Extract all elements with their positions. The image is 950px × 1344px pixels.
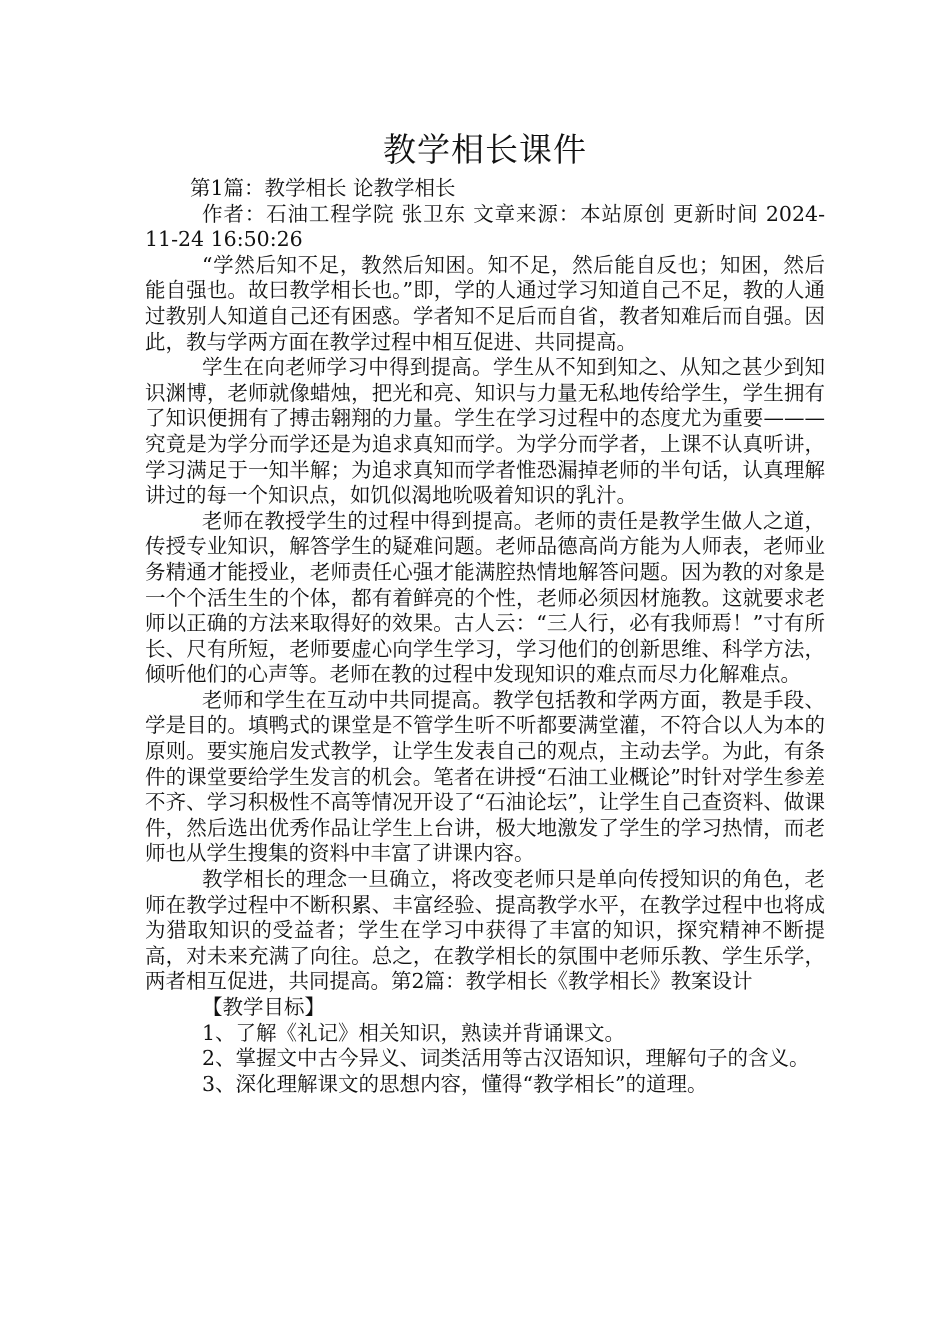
article-meta: 作者：石油工程学院 张卫东 文章来源：本站原创 更新时间 2024-11-24 16:50:26 bbox=[145, 201, 825, 252]
article-subtitle: 第1篇：教学相长 论教学相长 bbox=[190, 176, 456, 200]
paragraph-4: 老师和学生在互动中共同提高。教学包括教和学两方面，教是手段、学是目的。填鸭式的课堂是不管学生听不听都要满堂灌，不符合以人为本的原则。要实施启发式教学，让学生发表自己的观点，主动去学。为此，有条件的课堂要给学生发言的机会。笔者在讲授“石油工业概论”时针对学生参差不齐、学习积极性不高等情况开设了“石油论坛”，让学生自己查资料、做课件，然后选出优秀作品让学生上台讲，极大地激发了学生的学习热情，而老师也从学生搜集的资料中丰富了讲课内容。 bbox=[145, 687, 825, 866]
objective-3: 3、深化理解课文的思想内容，懂得“教学相长”的道理。 bbox=[202, 1071, 708, 1096]
objective-1: 1、了解《礼记》相关知识，熟读并背诵课文。 bbox=[202, 1020, 626, 1045]
paragraph-1: “学然后知不足，教然后知困。知不足，然后能自反也；知困，然后能自强也。故曰教学相长也。”即，学的人通过学习知道自己不足，教的人通过教别人知道自己还有困惑。学者知不足后而自省，教者知难后而自强。因此，教与学两方面在教学过程中相互促进、共同提高。 bbox=[145, 252, 825, 354]
document-title: 教学相长课件 bbox=[383, 130, 587, 169]
paragraph-2: 学生在向老师学习中得到提高。学生从不知到知之、从知之甚少到知识渊博，老师就像蜡烛，把光和亮、知识与力量无私地传给学生，学生拥有了知识便拥有了搏击翱翔的力量。学生在学习过程中的态度尤为重要———究竟是为学分而学还是为追求真知而学。为学分而学者，上课不认真听讲，学习满足于一知半解；为追求真知而学者惟恐漏掉老师的半句话，认真理解讲过的每一个知识点，如饥似渴地吮吸着知识的乳汁。 bbox=[145, 355, 825, 508]
objective-2: 2、掌握文中古今异义、词类活用等古汉语知识，理解句子的含义。 bbox=[202, 1046, 810, 1071]
paragraph-3: 老师在教授学生的过程中得到提高。老师的责任是教学生做人之道，传授专业知识，解答学生的疑难问题。老师品德高尚方能为人师表，老师业务精通才能授业，老师责任心强才能满腔热情地解答问题。因为教的对象是一个个活生生的个体，都有着鲜亮的个性，老师必须因材施教。这就要求老师以正确的方法来取得好的效果。古人云：“三人行，必有我师焉！”寸有所长、尺有所短，老师要虚心向学生学习，学习他们的创新思维、科学方法，倾听他们的心声等。老师在教的过程中发现知识的难点而尽力化解难点。 bbox=[145, 508, 825, 687]
paragraph-5: 教学相长的理念一旦确立，将改变老师只是单向传授知识的角色，老师在教学过程中不断积累、丰富经验、提高教学水平，在教学过程中也将成为猎取知识的受益者；学生在学习中获得了丰富的知识，探究精神不断提高，对未来充满了向往。总之，在教学相长的氛围中老师乐教、学生乐学，两者相互促进，共同提高。第2篇：教学相长《教学相长》教案设计 bbox=[145, 867, 825, 994]
section-heading: 【教学目标】 bbox=[202, 995, 325, 1019]
document-page bbox=[145, 128, 825, 1097]
